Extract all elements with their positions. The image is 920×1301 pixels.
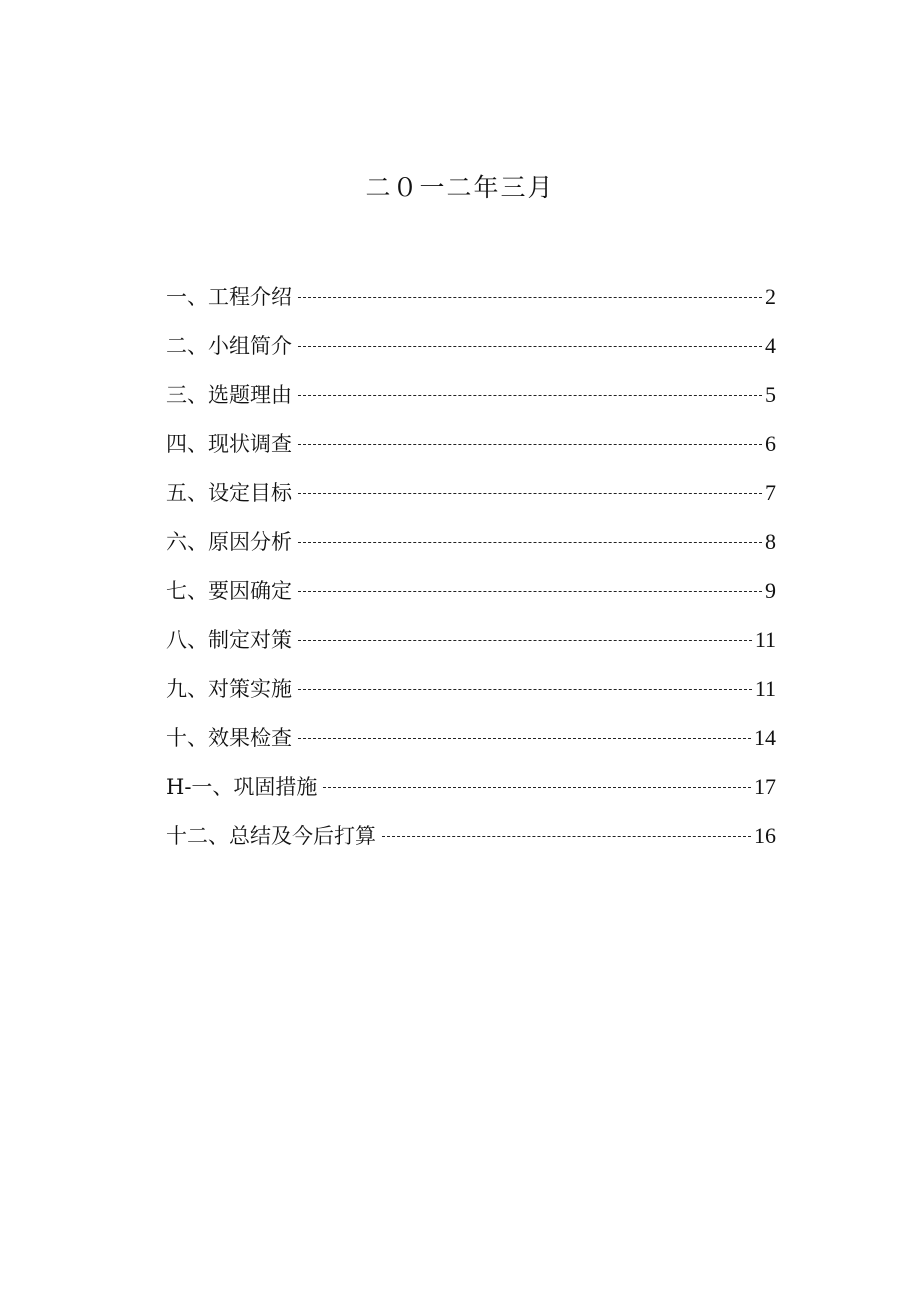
toc-entry (166, 468, 776, 517)
toc-dot-leader (298, 689, 752, 690)
toc-entry-label: 六、原因分析 (166, 529, 292, 554)
toc-entry-label: 八、制定对策 (166, 627, 292, 652)
toc-entry-page: 14 (754, 724, 776, 750)
toc-entry-label: 十二、总结及今后打算 (166, 823, 376, 848)
toc-entry (166, 272, 776, 321)
toc-entry-page: 11 (754, 675, 776, 701)
toc-dot-leader (298, 542, 762, 543)
toc-entry-label: 九、对策实施 (166, 676, 292, 701)
toc-dot-leader (298, 395, 762, 396)
toc-entry-label: 四、现状调查 (166, 431, 292, 456)
toc-entry (166, 566, 776, 615)
toc-dot-leader (298, 346, 762, 347)
toc-entry-page: 9 (765, 577, 776, 603)
toc-entry (166, 664, 776, 713)
toc-entry-label: H-一、巩固措施 (166, 774, 318, 799)
toc-entry (166, 713, 776, 762)
toc-entry-label: 二、小组简介 (166, 333, 292, 358)
toc-dot-leader (298, 738, 751, 739)
toc-entry (166, 811, 776, 860)
toc-entry (166, 370, 776, 419)
document-date: 二０一二年三月 (365, 173, 555, 202)
toc-entry-page: 17 (754, 773, 776, 799)
toc-dot-leader (298, 493, 762, 494)
toc-entry (166, 615, 776, 664)
toc-entry-label: 一、工程介绍 (166, 284, 292, 309)
toc-dot-leader (382, 836, 751, 837)
toc-entry-label: 五、设定目标 (166, 480, 292, 505)
toc-dot-leader (298, 640, 752, 641)
toc-dot-leader (298, 297, 762, 298)
toc-dot-leader (298, 444, 762, 445)
toc-entry (166, 321, 776, 370)
toc-entry-page: 5 (765, 381, 776, 407)
toc-entry-label: 七、要因确定 (166, 578, 292, 603)
toc-entry-page: 2 (765, 283, 776, 309)
toc-entry-page: 7 (765, 479, 776, 505)
toc-entry-page: 16 (754, 822, 776, 848)
toc-entry (166, 517, 776, 566)
toc-entry-page: 11 (754, 626, 776, 652)
toc-entry (166, 762, 776, 811)
toc-dot-leader (323, 787, 751, 788)
toc-entry-label: 三、选题理由 (166, 382, 292, 407)
table-of-contents (166, 272, 776, 860)
toc-entry-label: 十、效果检查 (166, 725, 292, 750)
toc-entry-page: 4 (765, 332, 776, 358)
toc-dot-leader (298, 591, 762, 592)
toc-entry (166, 419, 776, 468)
toc-entry-page: 6 (765, 430, 776, 456)
toc-entry-page: 8 (765, 528, 776, 554)
